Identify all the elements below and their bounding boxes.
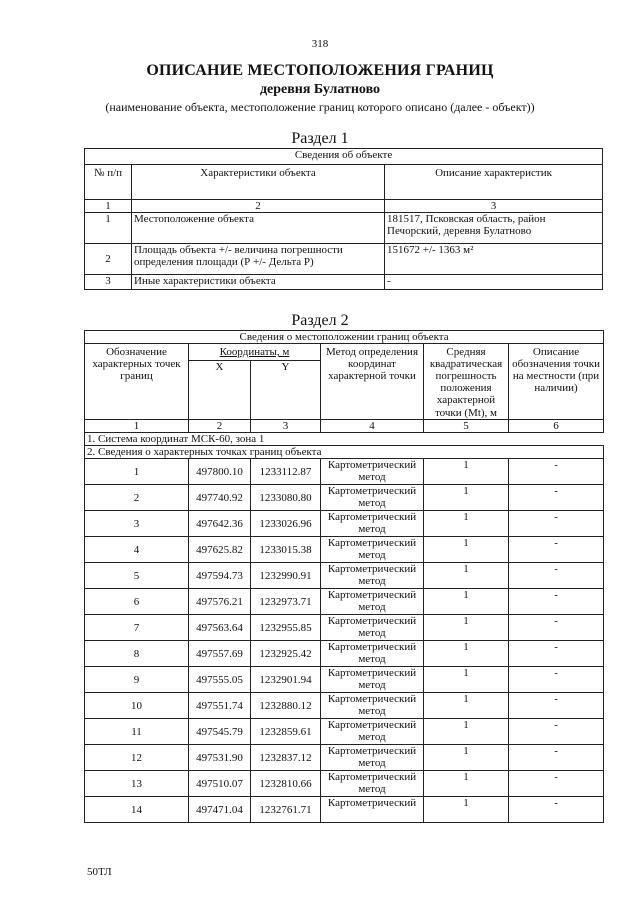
- table-row: [85, 485, 604, 511]
- header-characteristic: Характеристики объекта: [132, 165, 385, 200]
- point-method: Картометрический метод: [321, 589, 424, 615]
- point-method: Картометрический метод: [321, 719, 424, 745]
- point-x: 497557.69: [189, 641, 251, 667]
- column-number: 4: [321, 420, 424, 433]
- point-number: 10: [85, 693, 189, 719]
- point-y: 1232925.42: [251, 641, 321, 667]
- point-description: -: [509, 667, 604, 693]
- point-y: 1232955.85: [251, 615, 321, 641]
- point-x: 497551.74: [189, 693, 251, 719]
- point-x: 497531.90: [189, 745, 251, 771]
- point-y: 1232761.71: [251, 797, 321, 823]
- header-x: X: [189, 361, 251, 420]
- coordinate-system-row: [85, 433, 604, 446]
- header-coordinates: Координаты, м: [189, 344, 321, 361]
- point-x: 497594.73: [189, 563, 251, 589]
- point-description: -: [509, 459, 604, 485]
- table-row: [85, 667, 604, 693]
- table-row: [85, 615, 604, 641]
- point-description: -: [509, 771, 604, 797]
- point-accuracy: 1: [424, 563, 509, 589]
- section2-title: Раздел 2: [291, 312, 349, 329]
- document-title: ОПИСАНИЕ МЕСТОПОЛОЖЕНИЯ ГРАНИЦ: [146, 62, 494, 79]
- point-x: 497471.04: [189, 797, 251, 823]
- point-y: 1232810.66: [251, 771, 321, 797]
- section1-title: Раздел 1: [291, 130, 349, 147]
- point-x: 497563.64: [189, 615, 251, 641]
- point-description: -: [509, 485, 604, 511]
- point-y: 1232973.71: [251, 589, 321, 615]
- point-description: -: [509, 693, 604, 719]
- column-number: 3: [385, 200, 603, 213]
- point-number: 8: [85, 641, 189, 667]
- point-accuracy: 1: [424, 459, 509, 485]
- point-method: Картометрический метод: [321, 537, 424, 563]
- row-characteristic: Площадь объекта +/- величина погрешности определения площади (Р +/- Дельта Р): [132, 244, 385, 275]
- point-accuracy: 1: [424, 745, 509, 771]
- row-description: 181517, Псковская область, район Печорский, деревня Булатново: [385, 213, 603, 244]
- table-header-row: [85, 344, 604, 361]
- point-method: Картометрический метод: [321, 459, 424, 485]
- point-accuracy: 1: [424, 771, 509, 797]
- column-number: 3: [251, 420, 321, 433]
- point-x: 497510.07: [189, 771, 251, 797]
- table-row: [85, 719, 604, 745]
- point-x: 497555.05: [189, 667, 251, 693]
- point-accuracy: 1: [424, 485, 509, 511]
- header-point: Обозначение характерных точек границ: [85, 344, 189, 420]
- point-description: -: [509, 537, 604, 563]
- table-caption-row: [85, 331, 604, 344]
- point-y: 1233080.80: [251, 485, 321, 511]
- point-description: -: [509, 615, 604, 641]
- point-description: -: [509, 745, 604, 771]
- table-row: [85, 589, 604, 615]
- header-accuracy: Средняя квадратическая погрешность положения характерной точки (Mt), м: [424, 344, 509, 420]
- point-method: Картометрический метод: [321, 667, 424, 693]
- column-number: 2: [132, 200, 385, 213]
- table-row: [85, 641, 604, 667]
- point-description: -: [509, 797, 604, 823]
- table-row: [85, 797, 604, 823]
- point-y: 1232859.61: [251, 719, 321, 745]
- boundary-points-table: [84, 330, 604, 823]
- point-method: Картометрический метод: [321, 693, 424, 719]
- column-number: 2: [189, 420, 251, 433]
- point-accuracy: 1: [424, 797, 509, 823]
- table-caption: Сведения об объекте: [85, 149, 603, 165]
- point-y: 1232901.94: [251, 667, 321, 693]
- point-number: 1: [85, 459, 189, 485]
- object-name-note: (наименование объекта, местоположение границ которого описано (далее - объект)): [105, 100, 535, 114]
- header-y: Y: [251, 361, 321, 420]
- point-method: Картометрический: [321, 797, 424, 823]
- table-caption: Сведения о местоположении границ объекта: [85, 331, 604, 344]
- point-number: 13: [85, 771, 189, 797]
- point-x: 497740.92: [189, 485, 251, 511]
- table-row: [85, 459, 604, 485]
- table-caption-row: [85, 149, 603, 165]
- point-description: -: [509, 641, 604, 667]
- column-number: 1: [85, 420, 189, 433]
- point-method: Картометрический метод: [321, 615, 424, 641]
- table-row: [85, 244, 603, 275]
- header-number: № п/п: [85, 165, 132, 200]
- table-row: [85, 771, 604, 797]
- table-row: [85, 511, 604, 537]
- row-characteristic: Местоположение объекта: [132, 213, 385, 244]
- point-accuracy: 1: [424, 589, 509, 615]
- point-method: Картометрический метод: [321, 485, 424, 511]
- table-row: [85, 213, 603, 244]
- point-accuracy: 1: [424, 511, 509, 537]
- table-row: [85, 563, 604, 589]
- point-y: 1232880.12: [251, 693, 321, 719]
- point-x: 497800.10: [189, 459, 251, 485]
- point-number: 5: [85, 563, 189, 589]
- point-method: Картометрический метод: [321, 745, 424, 771]
- points-caption-row: [85, 446, 604, 459]
- column-numbers-row: [85, 200, 603, 213]
- point-number: 9: [85, 667, 189, 693]
- point-accuracy: 1: [424, 667, 509, 693]
- row-description: 151672 +/- 1363 м²: [385, 244, 603, 275]
- point-number: 4: [85, 537, 189, 563]
- point-accuracy: 1: [424, 641, 509, 667]
- point-x: 497625.82: [189, 537, 251, 563]
- point-x: 497545.79: [189, 719, 251, 745]
- table-header-row: [85, 165, 603, 200]
- point-number: 3: [85, 511, 189, 537]
- point-method: Картометрический метод: [321, 511, 424, 537]
- header-point-description: Описание обозначения точки на местности (при наличии): [509, 344, 604, 420]
- header-description: Описание характеристик: [385, 165, 603, 200]
- table-row: [85, 745, 604, 771]
- page-number: 318: [311, 38, 329, 50]
- point-method: Картометрический метод: [321, 771, 424, 797]
- header-method: Метод определения координат характерной точки: [321, 344, 424, 420]
- point-y: 1233015.38: [251, 537, 321, 563]
- point-y: 1232990.91: [251, 563, 321, 589]
- column-number: 1: [85, 200, 132, 213]
- point-accuracy: 1: [424, 615, 509, 641]
- point-description: -: [509, 589, 604, 615]
- row-number: 2: [85, 244, 132, 275]
- object-info-table: [84, 148, 603, 290]
- row-description: -: [385, 275, 603, 290]
- table-row: [85, 537, 604, 563]
- point-number: 6: [85, 589, 189, 615]
- column-number: 5: [424, 420, 509, 433]
- coordinate-system: 1. Система координат МСК-60, зона 1: [85, 433, 604, 446]
- point-number: 11: [85, 719, 189, 745]
- point-accuracy: 1: [424, 537, 509, 563]
- point-number: 14: [85, 797, 189, 823]
- point-number: 2: [85, 485, 189, 511]
- point-method: Картометрический метод: [321, 563, 424, 589]
- point-description: -: [509, 511, 604, 537]
- point-accuracy: 1: [424, 719, 509, 745]
- table-row: [85, 693, 604, 719]
- point-y: 1233112.87: [251, 459, 321, 485]
- footer-code: 50ТЛ: [87, 866, 112, 878]
- point-description: -: [509, 563, 604, 589]
- point-number: 12: [85, 745, 189, 771]
- point-y: 1233026.96: [251, 511, 321, 537]
- row-characteristic: Иные характеристики объекта: [132, 275, 385, 290]
- object-name: деревня Булатново: [259, 82, 381, 97]
- point-y: 1232837.12: [251, 745, 321, 771]
- row-number: 1: [85, 213, 132, 244]
- point-accuracy: 1: [424, 693, 509, 719]
- point-x: 497576.21: [189, 589, 251, 615]
- point-method: Картометрический метод: [321, 641, 424, 667]
- points-caption: 2. Сведения о характерных точках границ объекта: [85, 446, 604, 459]
- point-number: 7: [85, 615, 189, 641]
- points-body: [85, 459, 604, 823]
- point-x: 497642.36: [189, 511, 251, 537]
- point-description: -: [509, 719, 604, 745]
- row-number: 3: [85, 275, 132, 290]
- table-row: [85, 275, 603, 290]
- column-number: 6: [509, 420, 604, 433]
- column-numbers-row: [85, 420, 604, 433]
